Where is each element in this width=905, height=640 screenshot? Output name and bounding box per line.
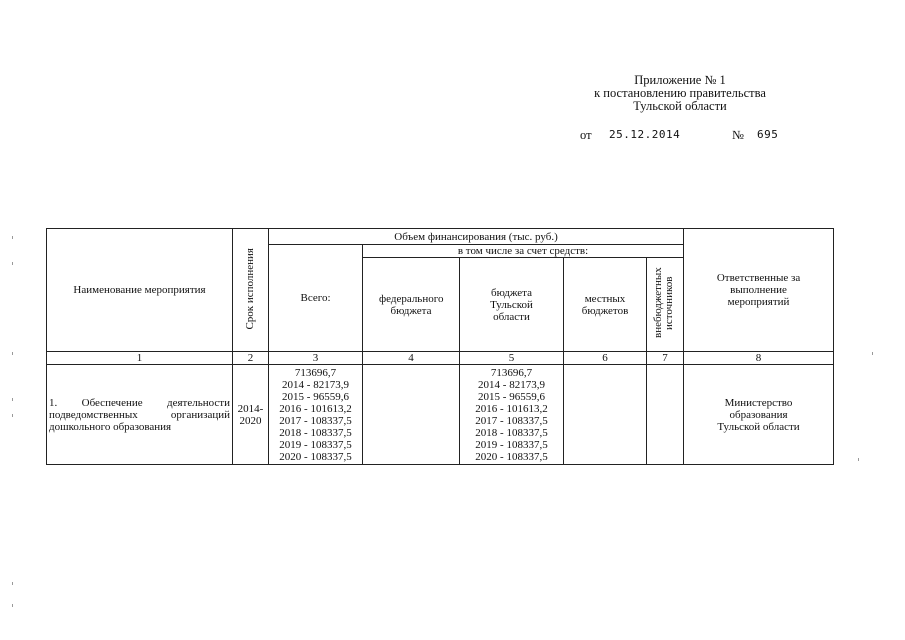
scan-speck [12,236,13,239]
amount-line: 2018 - 108337,5 [279,426,352,439]
amount-line: 713696,7 [294,366,337,379]
date-prefix: от [580,128,592,142]
index-row [47,352,834,365]
index-cell: 4 [363,352,460,365]
extra-amount [647,365,684,465]
federal-amount [363,365,460,465]
amount-line: 2017 - 108337,5 [279,414,352,427]
amount-line: 2015 - 96559,6 [478,390,545,403]
amount-line: 2014 - 82173,9 [282,378,349,391]
amount-line: 2015 - 96559,6 [282,390,349,403]
index-cell: 3 [269,352,363,365]
header-name: Наименование мероприятия [47,229,233,352]
amount-line: 2016 - 101613,2 [279,402,352,415]
header-regional: бюджета Тульской области [460,258,564,352]
amount-line: 2017 - 108337,5 [475,414,548,427]
amount-line: 2016 - 101613,2 [475,402,548,415]
local-amount [564,365,647,465]
amount-line: 2014 - 82173,9 [478,378,545,391]
amount-line: 2020 - 108337,5 [279,450,352,463]
appendix-subtitle: к постановлению правительства [594,86,766,100]
index-cell: 5 [460,352,564,365]
scan-speck [12,414,13,417]
decree-number: 695 [757,128,779,141]
scan-speck [12,262,13,265]
amount-line: 2018 - 108337,5 [475,426,548,439]
financing-table [46,228,834,465]
regional-amounts [460,365,564,465]
scan-speck [12,352,13,355]
scan-speck [858,458,859,461]
appendix-region: Тульской области [633,99,727,113]
decree-date: 25.12.2014 [609,128,681,141]
header-term: Срок исполнения [233,229,269,352]
amount-line: 2020 - 108337,5 [475,450,548,463]
header-responsible: Ответственные за выполнение мероприятий [684,229,834,352]
amount-line: 2019 - 108337,5 [279,438,352,451]
number-sign: № [732,128,744,142]
scan-speck [872,352,873,355]
scan-speck [12,582,13,585]
amount-line: 713696,7 [490,366,533,379]
header-financing-group: Объем финансирования (тыс. руб.) [269,229,684,245]
scan-speck [12,604,13,607]
index-cell: 6 [564,352,647,365]
activity-name: 1. Обеспечение деятельности подведомственных организаций дошкольного образования [47,365,233,465]
responsible-body: Министерство образования Тульской области [684,365,834,465]
total-amounts [269,365,363,465]
appendix-title: Приложение № 1 [634,73,726,87]
index-cell: 1 [47,352,233,365]
scan-speck [12,398,13,401]
activity-term: 2014-2020 [233,365,269,465]
header-federal: федерального бюджета [363,258,460,352]
document-header [560,74,800,113]
header-extra: внебюджетных источников [647,258,684,352]
index-cell: 2 [233,352,269,365]
index-cell: 7 [647,352,684,365]
index-cell: 8 [684,352,834,365]
header-sources-group: в том числе за счет средств: [363,245,684,258]
table-row [47,365,834,465]
amount-line: 2019 - 108337,5 [475,438,548,451]
header-local: местных бюджетов [564,258,647,352]
header-total: Всего: [269,245,363,352]
